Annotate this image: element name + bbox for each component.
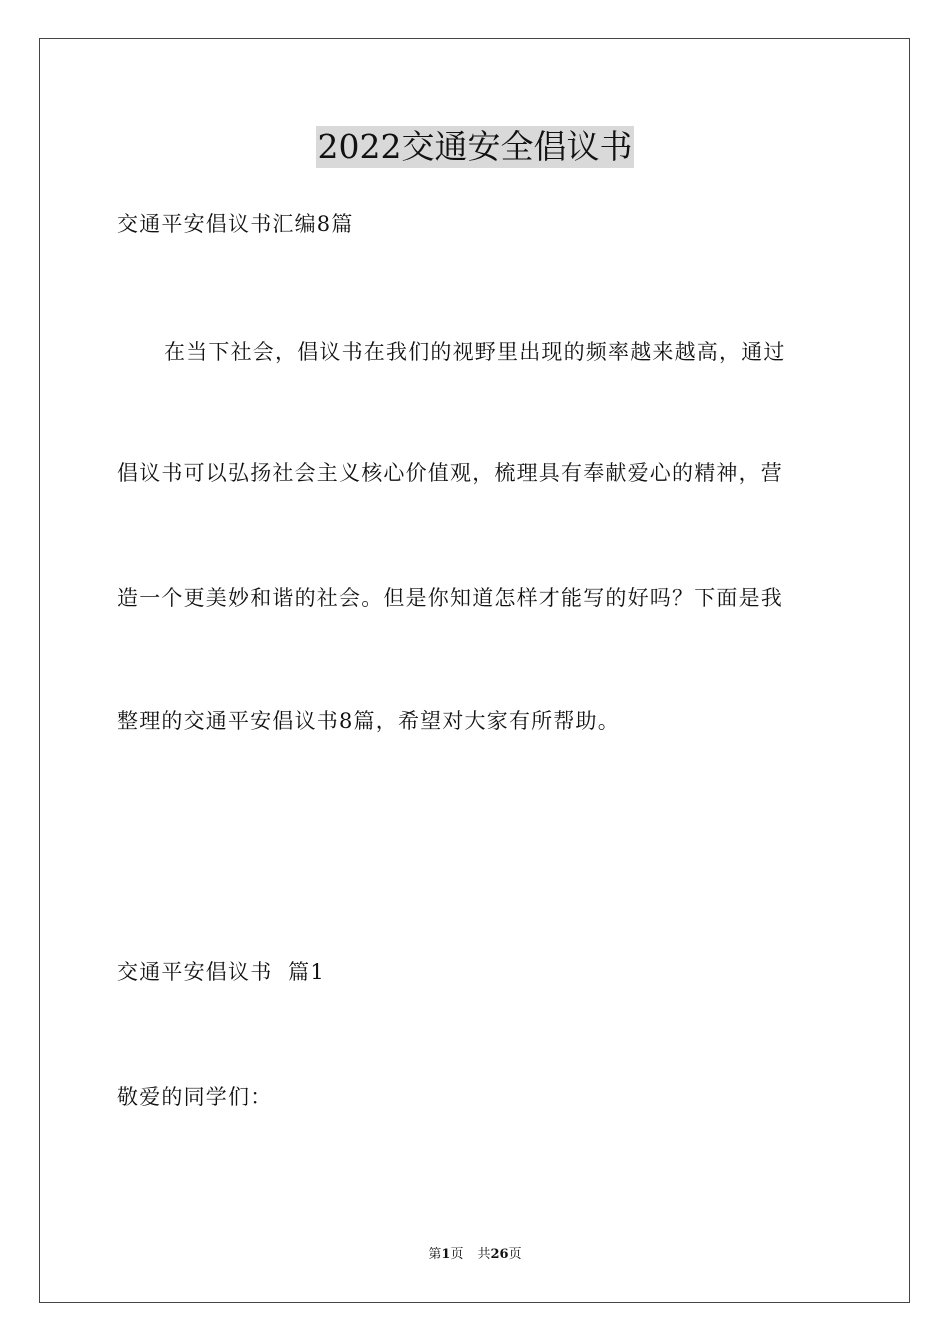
salutation: 敬爱的同学们： xyxy=(117,1085,273,1109)
intro-line-4: 整理的交通平安倡议书8篇，希望对大家有所帮助。 xyxy=(117,709,620,733)
title-container xyxy=(0,126,950,168)
document-subtitle: 交通平安倡议书汇编8篇 xyxy=(117,212,354,236)
footer-total-prefix: 共 xyxy=(477,1247,491,1262)
intro-line-1: 在当下社会，倡议书在我们的视野里出现的频率越来越高，通过 xyxy=(164,340,786,364)
document-title: 2022交通安全倡议书 xyxy=(317,127,633,166)
footer-page-number: 1 xyxy=(441,1247,451,1262)
footer-page-suffix: 页 xyxy=(450,1247,464,1262)
footer-total-pages: 26 xyxy=(490,1247,509,1262)
intro-line-3: 造一个更美妙和谐的社会。但是你知道怎样才能写的好吗？下面是我 xyxy=(117,586,783,610)
page-footer xyxy=(0,1246,950,1264)
footer-total-suffix: 页 xyxy=(508,1247,522,1262)
intro-line-2: 倡议书可以弘扬社会主义核心价值观，梳理具有奉献爱心的精神，营 xyxy=(117,461,783,485)
section-heading: 交通平安倡议书 篇1 xyxy=(117,960,325,984)
footer-page-prefix: 第 xyxy=(428,1247,442,1262)
